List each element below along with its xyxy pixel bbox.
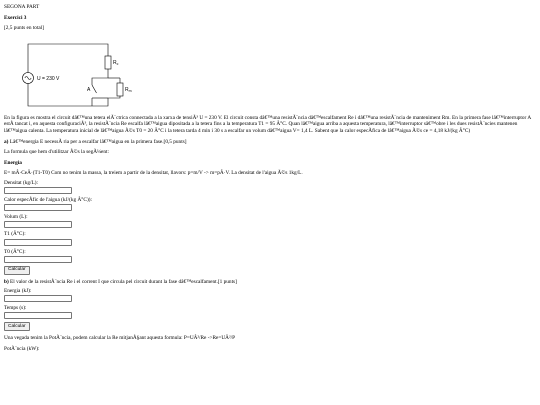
- problem-statement: En la figura es mostra el circuit dâ€™una tetera elÃ¨ctrica connectada a la xarxa de tensiÃ³ U = 230 V. El circuit consta dâ€™una resistÃ¨ncia dâ€™escalfament Re i dâ€™una resistÃ¨ncia de manteniment Rm. En la primera fase lâ€™interruptor A estÃ tancat i, en aquesta configuraciÃ³, la resistÃ¨ncia Re escalfa lâ€™aigua dipositada a la tetera fins a la temperatura T1 = 95 Â°C. Quan lâ€™aigua arriba a aquesta temperatura, lâ€™interruptor sâ€™obre i les dues resistÃ¨ncies mantenen lâ€™aigua calenta. La temperatura inicial de lâ€™aigua Ã©s T0 = 20 Â°C i la tetera tarda 4 min i 30 s a escalfar un volum dâ€™aigua V= 1,4 L. Sabent que la calor especÃfica de lâ€™aigua Ã©s ce = 4,18 kJ/(kg Â°C): [4, 114, 531, 135]
- part-b-text: El valor de la resistÃ¨ncia Re i el corrent I que circula pel circuit durant la fase dâ€™escalfament.[1 punts]: [8, 278, 237, 285]
- rc-label: R: [113, 59, 117, 66]
- energy-label: Energia (kJ):: [4, 288, 32, 295]
- part-b-form: [4, 288, 536, 331]
- rm-subscript: m: [128, 88, 132, 93]
- time-label: Temps (s):: [4, 305, 27, 312]
- source-label: U = 230 V: [37, 75, 60, 82]
- part-b-question: [4, 279, 536, 286]
- density-label: Densitat (kg/L):: [4, 180, 38, 187]
- rm-label: R: [125, 86, 129, 93]
- specific-heat-input[interactable]: [4, 204, 72, 211]
- circuit-diagram: [8, 36, 148, 112]
- formula-intro: La formula que hem d'utilitzar Ã©s la segÃ¼ent:: [4, 149, 110, 156]
- part-a-question: [4, 139, 536, 146]
- switch-label: A: [87, 86, 91, 93]
- points-total: [2,5 punts en total]: [4, 25, 45, 32]
- part-a-letter: a): [4, 138, 9, 145]
- time-input[interactable]: [4, 312, 72, 319]
- volume-input[interactable]: [4, 221, 72, 228]
- t0-label: T0 (Â°C):: [4, 248, 26, 255]
- svg-text:Rc: [113, 60, 119, 66]
- specific-heat-label: Calor especÃfic de l'aigua (kJ/(kg Â°C)):: [4, 197, 92, 204]
- energy-heading: Energia: [4, 159, 22, 166]
- part-b-letter: b): [4, 278, 9, 285]
- power-label: PotÃ¨ncia (kW):: [4, 346, 40, 353]
- calculate-power-button[interactable]: Calcular: [4, 322, 30, 331]
- energy-input[interactable]: [4, 295, 72, 302]
- calculate-energy-button[interactable]: Calcular: [4, 266, 30, 275]
- exercise-title: Exercici 3: [4, 14, 27, 21]
- resistance-formula: Una vegada tenim la PotÃ¨ncia, podem calcular la Re mitjanÃ§ant aquesta formula: P=UÂ²/Re ->Re=UÂ²/P: [4, 335, 236, 342]
- t0-input[interactable]: [4, 256, 72, 263]
- part-a-text: Lâ€™energia E necessÃ ria per a escalfar lâ€™aigua en la primera fase.[0,5 punts]: [8, 138, 187, 145]
- volume-label: Volum (L):: [4, 214, 28, 221]
- t1-input[interactable]: [4, 239, 72, 246]
- rc-subscript: c: [116, 61, 119, 66]
- density-input[interactable]: [4, 187, 72, 194]
- part-a-form: [4, 180, 536, 275]
- energy-formula: E= mÂ·CeÂ·(T1-T0) Com no tenim la massa, la treiem a partir de la densitat, llavors: p=m/V -> m=pÂ·V. La densitat de l'aigua Ã©s 1kg/L.: [4, 170, 303, 177]
- svg-text:Rm: [125, 87, 132, 93]
- part-title: SEGONA PART: [4, 4, 40, 10]
- t1-label: T1 (Â°C):: [4, 231, 26, 238]
